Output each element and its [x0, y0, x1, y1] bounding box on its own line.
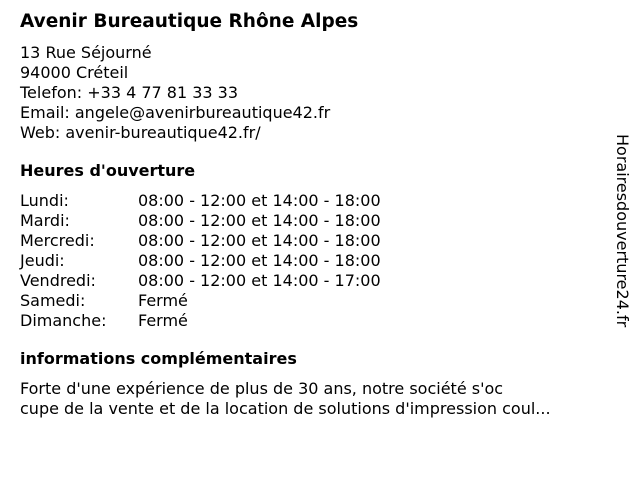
info-line-2: cupe de la vente et de la location de solutions d'impression coul... — [20, 399, 551, 418]
business-name: Avenir Bureautique Rhône Alpes — [20, 11, 359, 32]
web-line[interactable]: Web: avenir-bureautique42.fr/ — [20, 123, 261, 142]
hours-row-mardi — [20, 211, 610, 231]
hours-row-mercredi — [20, 231, 610, 251]
info-description — [20, 379, 610, 419]
address-street: 13 Rue Séjourné — [20, 43, 152, 62]
address-city: 94000 Créteil — [20, 63, 129, 82]
time-value: Fermé — [138, 291, 188, 310]
day-label: Mercredi: — [20, 231, 95, 250]
time-value: Fermé — [138, 311, 188, 330]
day-label: Lundi: — [20, 191, 69, 210]
hours-heading: Heures d'ouverture — [20, 161, 196, 180]
day-label: Dimanche: — [20, 311, 107, 330]
hours-row-samedi — [20, 291, 610, 311]
day-label: Samedi: — [20, 291, 86, 310]
info-heading: informations complémentaires — [20, 349, 297, 368]
time-value: 08:00 - 12:00 et 14:00 - 18:00 — [138, 231, 381, 250]
hours-row-vendredi — [20, 271, 610, 291]
day-label: Mardi: — [20, 211, 70, 230]
time-value: 08:00 - 12:00 et 14:00 - 18:00 — [138, 211, 381, 230]
phone-line[interactable]: Telefon: +33 4 77 81 33 33 — [20, 83, 239, 102]
time-value: 08:00 - 12:00 et 14:00 - 18:00 — [138, 191, 381, 210]
hours-row-lundi — [20, 191, 610, 211]
side-branding — [612, 134, 632, 374]
time-value: 08:00 - 12:00 et 14:00 - 18:00 — [138, 251, 381, 270]
hours-row-jeudi — [20, 251, 610, 271]
hours-row-dimanche — [20, 311, 610, 331]
day-label: Vendredi: — [20, 271, 96, 290]
hours-table — [20, 191, 610, 331]
info-line-1: Forte d'une expérience de plus de 30 ans, notre société s'oc — [20, 379, 504, 398]
business-card — [20, 11, 610, 419]
time-value: 08:00 - 12:00 et 14:00 - 17:00 — [138, 271, 381, 290]
site-brand-vertical[interactable]: Horairesdouverture24.fr — [613, 134, 632, 328]
email-line[interactable]: Email: angele@avenirbureautique42.fr — [20, 103, 331, 122]
day-label: Jeudi: — [20, 251, 65, 270]
